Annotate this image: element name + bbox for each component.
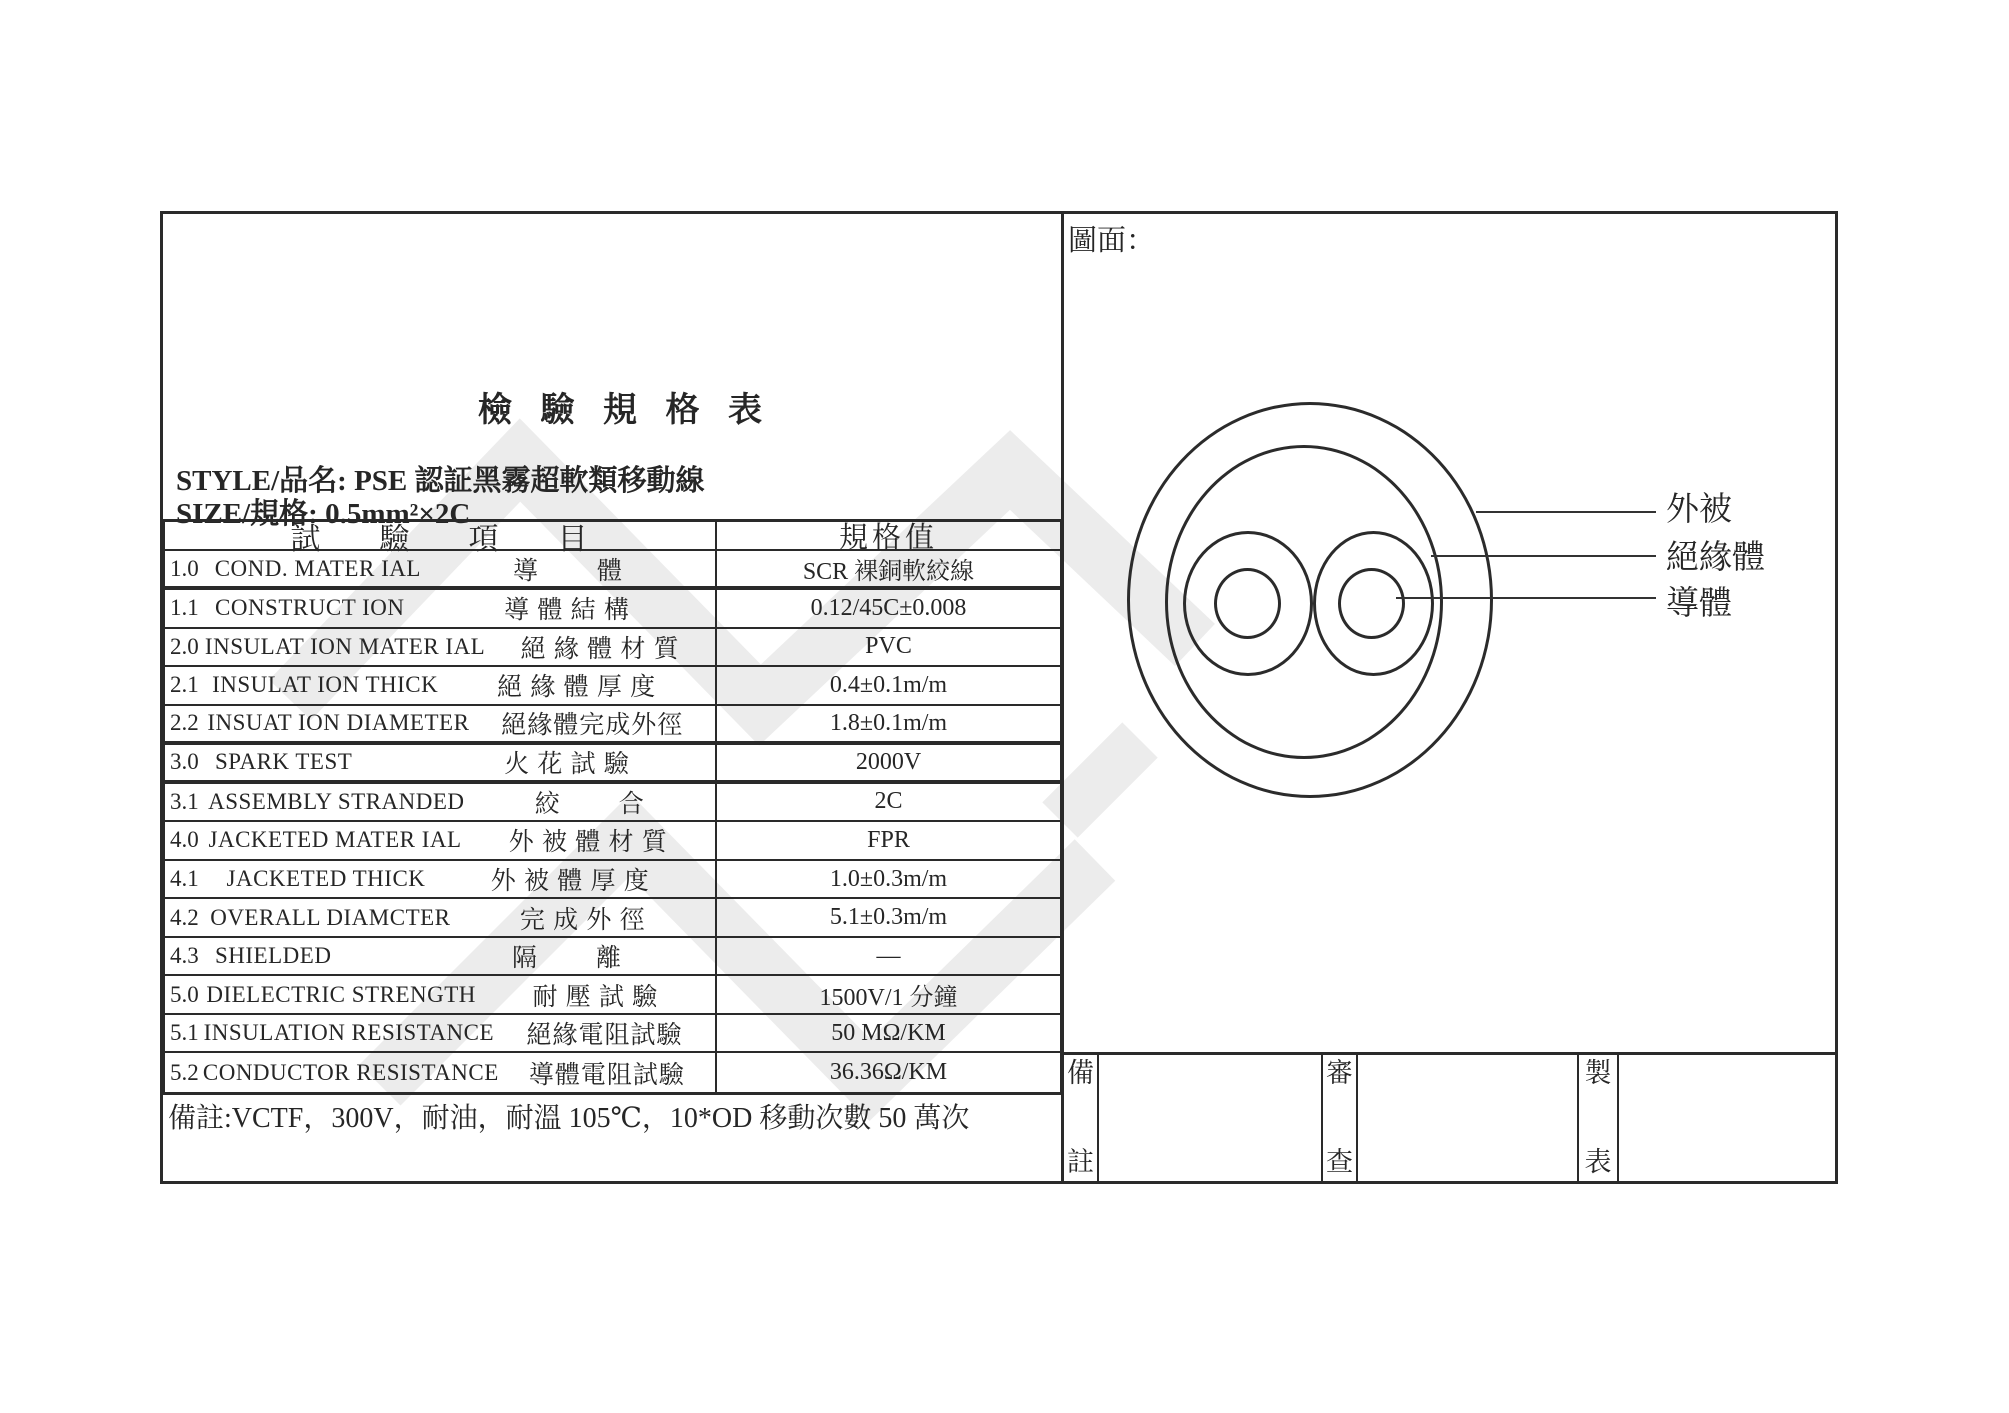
- row-number: 4.2: [170, 904, 199, 930]
- spec-value: 36.36Ω/KM: [715, 1053, 1060, 1092]
- header-spec-value: 規格值: [715, 522, 1060, 549]
- spec-value: SCR 裸銅軟絞線: [715, 551, 1060, 586]
- row-number: 4.1: [170, 866, 199, 891]
- table-row: [165, 784, 1060, 823]
- table-row: [165, 706, 1060, 745]
- item-name-zh: 導體電阻試驗: [528, 1061, 685, 1089]
- item-name-en: COND. MATER IAL: [214, 555, 421, 581]
- jacket-leader-line: [1476, 511, 1656, 513]
- remark-char-bottom: 註: [1067, 1147, 1094, 1177]
- spec-value: —: [715, 938, 1060, 975]
- spec-value: 1.0±0.3m/m: [715, 861, 1060, 898]
- row-number: 5.2: [170, 1059, 199, 1085]
- row-number: 1.0: [170, 555, 199, 581]
- row-number: 3.1: [170, 788, 199, 814]
- item-name-zh: 完 成 外 徑: [519, 906, 646, 934]
- table-row: [165, 551, 1060, 590]
- prepare-char-bottom: 表: [1584, 1147, 1612, 1177]
- item-name-zh: 外 被 體 厚 度: [490, 868, 650, 895]
- spec-table: [162, 519, 1063, 1095]
- item-name-zh: 導 體: [512, 557, 623, 585]
- table-row: [165, 861, 1060, 900]
- row-number: 5.1: [170, 1020, 199, 1046]
- table-row: [165, 938, 1060, 977]
- item-name-en: JACKETED THICK: [214, 866, 426, 891]
- item-name-en: DIELECTRIC STRENGTH: [206, 981, 476, 1007]
- spec-value: FPR: [715, 822, 1060, 859]
- item-name-zh: 導 體 結 構: [504, 597, 630, 625]
- item-name-en: CONDUCTOR RESISTANCE: [202, 1059, 499, 1085]
- row-number: 4.3: [170, 943, 199, 969]
- row-number: 4.0: [170, 827, 199, 853]
- spec-value: 0.4±0.1m/m: [715, 667, 1060, 704]
- item-name-zh: 火 花 試 驗: [504, 751, 630, 779]
- review-char-top: 審: [1326, 1058, 1353, 1088]
- page-title: 檢 驗 規 格 表: [478, 392, 765, 429]
- callout-insulation: 絕緣體: [1666, 540, 1765, 576]
- row-number: 2.0: [170, 633, 199, 659]
- row-number: 2.1: [170, 672, 199, 698]
- item-name-en: INSUAT ION DIAMETER: [207, 710, 470, 736]
- row-number: 2.2: [170, 710, 199, 736]
- remark-char-top: 備: [1067, 1058, 1094, 1088]
- item-name-zh: 絕 緣 體 材 質: [520, 635, 680, 663]
- item-name-zh: 外 被 體 材 質: [508, 829, 668, 857]
- item-name-zh: 絕 緣 體 厚 度: [497, 674, 657, 702]
- prepare-label-cell: [1579, 1055, 1619, 1183]
- item-name-zh: 隔 離: [511, 945, 622, 973]
- item-name-zh: 耐 壓 試 驗: [532, 983, 659, 1011]
- table-row: [165, 976, 1060, 1015]
- review-char-bottom: 查: [1326, 1147, 1353, 1177]
- style-name-line: STYLE/品名: PSE 認証黑霧超軟類移動線: [176, 465, 705, 497]
- conductor-right-circle: [1338, 568, 1405, 639]
- footnote: 備註:VCTF，300V，耐油，耐溫 105℃，10*OD 移動次數 50 萬次: [168, 1103, 970, 1134]
- table-row: [165, 822, 1060, 861]
- review-label-cell: [1323, 1055, 1358, 1183]
- table-row: [165, 629, 1060, 668]
- spec-value: 1500V/1 分鐘: [715, 976, 1060, 1013]
- spec-value: 1.8±0.1m/m: [715, 706, 1060, 741]
- item-name-en: SPARK TEST: [215, 749, 353, 775]
- insulation-leader-line: [1431, 555, 1656, 557]
- item-name-en: JACKETED MATER IAL: [208, 827, 462, 853]
- row-number: 1.1: [170, 595, 199, 621]
- spec-value: 2000V: [715, 745, 1060, 780]
- table-row: [165, 1015, 1060, 1054]
- item-name-en: INSULATION RESISTANCE: [203, 1020, 495, 1046]
- item-name-en: ASSEMBLY STRANDED: [208, 788, 465, 814]
- item-name-en: CONSTRUCT ION: [215, 595, 405, 621]
- size-spec-line: SIZE/規格: 0.5mm²×2C: [176, 498, 471, 530]
- table-row: [165, 667, 1060, 706]
- signoff-strip: [1064, 1052, 1838, 1183]
- prepare-entry-cell: [1619, 1055, 1838, 1183]
- spec-value: PVC: [715, 629, 1060, 666]
- conductor-leader-line: [1396, 597, 1656, 599]
- item-name-zh: 絕緣電阻試驗: [526, 1022, 683, 1050]
- item-name-zh: 絕緣體完成外徑: [501, 712, 684, 740]
- table-row: [165, 899, 1060, 938]
- prepare-char-top: 製: [1584, 1058, 1612, 1088]
- callout-conductor: 導體: [1666, 586, 1732, 622]
- spec-value: 2C: [715, 784, 1060, 821]
- header-test-item: 試 驗 項 目: [290, 522, 590, 556]
- callout-jacket: 外被: [1666, 492, 1732, 528]
- row-number: 5.0: [170, 981, 199, 1007]
- spec-value: 0.12/45C±0.008: [715, 590, 1060, 627]
- drawing-pane-label: 圖面：: [1068, 225, 1156, 257]
- spec-value: 5.1±0.3m/m: [715, 899, 1060, 936]
- row-number: 3.0: [170, 749, 199, 775]
- item-name-en: INSULAT ION THICK: [212, 672, 439, 698]
- remark-label-cell: [1064, 1055, 1099, 1183]
- item-name-zh: 絞 合: [534, 790, 645, 818]
- remark-entry-cell: [1099, 1055, 1323, 1183]
- item-name-en: OVERALL DIAMCTER: [210, 904, 451, 930]
- table-header-row: [165, 522, 1060, 556]
- item-name-en: INSULAT ION MATER IAL: [204, 633, 486, 659]
- review-entry-cell: [1358, 1055, 1579, 1183]
- table-row: [165, 1053, 1060, 1092]
- spec-value: 50 MΩ/KM: [715, 1015, 1060, 1052]
- conductor-left-circle: [1214, 568, 1281, 639]
- table-row: [165, 745, 1060, 784]
- table-row: [165, 590, 1060, 629]
- item-name-en: SHIELDED: [215, 943, 332, 969]
